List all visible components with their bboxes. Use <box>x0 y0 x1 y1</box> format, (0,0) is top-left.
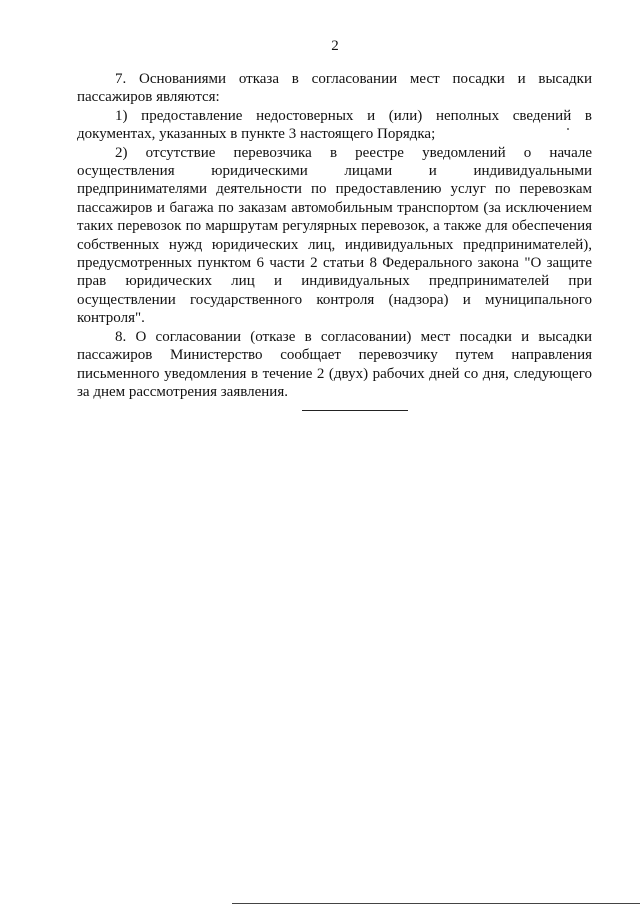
end-divider-line <box>302 410 408 411</box>
paragraph-8: 8. О согласовании (отказе в согласовании) мест посадки и высадки пассажиров Министерство сообщает перевозчику путем направления письменного уведомления в течение 2 (двух) рабочих дней со дня, следующего за днем рассмотрения заявления. <box>77 328 592 400</box>
paragraph-7-heading: 7. Основаниями отказа в согласовании мест посадки и высадки пассажиров являются: <box>77 71 592 106</box>
document-body <box>77 70 592 401</box>
page-number: 2 <box>331 38 339 54</box>
scan-speck <box>567 128 569 130</box>
paragraph-7-item-2: 2) отсутствие перевозчика в реестре уведомлений о начале осуществления юридическими лицами и индивидуальными предпринимателями деятельности по предоставлению услуг по перевозкам пассажиров и багажа по заказам автомобильным транспортом (за исключением таких перевозок по маршрутам регулярных перевозок, а также для обеспечения собственных нужд юридических лиц, индивидуальных предпринимателей), предусмотренных пунктом 6 части 2 статьи 8 Федерального закона "О защите прав юридических лиц и индивидуальных предпринимателей при осуществлении государственного контроля (надзора) и муниципального контроля". <box>77 144 592 327</box>
paragraph-7-item-1: 1) предоставление недостоверных и (или) неполных сведений в документах, указанных в пункте 3 настоящего Порядка; <box>77 107 592 143</box>
scan-bottom-edge-line <box>232 903 640 904</box>
